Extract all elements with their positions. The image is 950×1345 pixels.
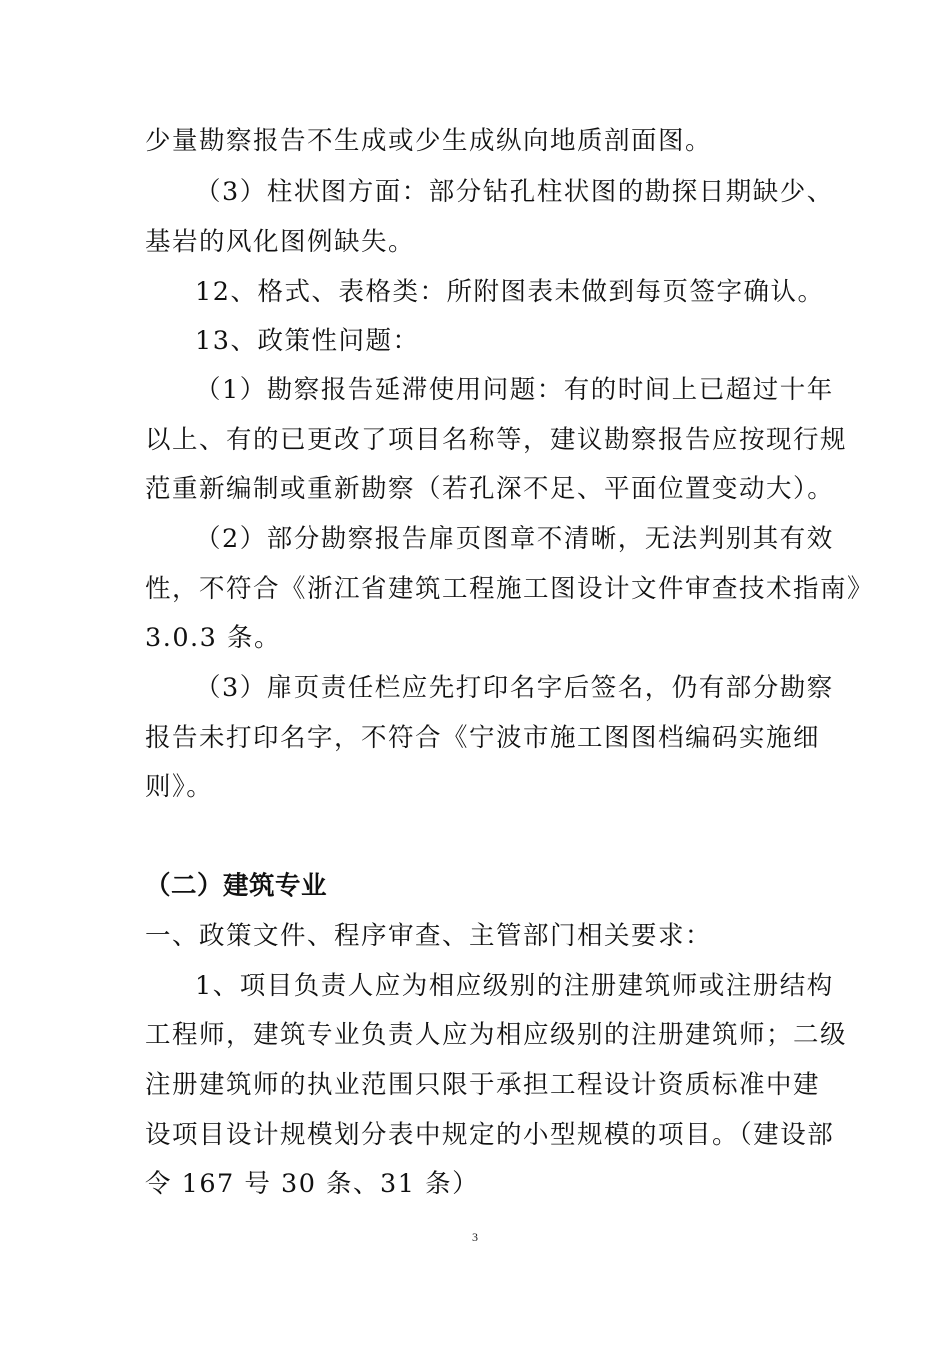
text-line: 则》。 xyxy=(145,772,214,802)
section-heading: （二）建筑专业 xyxy=(145,871,328,901)
text-line: （3）扉页责任栏应先打印名字后签名，仍有部分勘察 xyxy=(195,673,834,703)
text-line: 令 167 号 30 条、31 条） xyxy=(145,1169,480,1199)
text-line: 3.0.3 条。 xyxy=(145,623,281,653)
text-line: 注册建筑师的执业范围只限于承担工程设计资质标准中建 xyxy=(145,1070,821,1100)
text-line: 设项目设计规模划分表中规定的小型规模的项目。（建设部 xyxy=(145,1120,835,1150)
text-line: （2）部分勘察报告扉页图章不清晰，无法判别其有效 xyxy=(195,524,834,554)
text-line: 范重新编制或重新勘察（若孔深不足、平面位置变动大）。 xyxy=(145,474,835,504)
text-line: 少量勘察报告不生成或少生成纵向地质剖面图。 xyxy=(145,126,713,156)
text-line: 工程师，建筑专业负责人应为相应级别的注册建筑师；二级 xyxy=(145,1020,848,1050)
text-line: 12、格式、表格类：所附图表未做到每页签字确认。 xyxy=(195,277,825,307)
text-line: 1、项目负责人应为相应级别的注册建筑师或注册结构 xyxy=(195,971,834,1001)
subsection-heading: 一、政策文件、程序审查、主管部门相关要求： xyxy=(145,921,713,951)
text-line: （1）勘察报告延滞使用问题：有的时间上已超过十年 xyxy=(195,375,834,405)
text-line: （3）柱状图方面：部分钻孔柱状图的勘探日期缺少、 xyxy=(195,177,834,207)
text-line: 以上、有的已更改了项目名称等，建议勘察报告应按现行规 xyxy=(145,425,848,455)
text-line: 性，不符合《浙江省建筑工程施工图设计文件审查技术指南》 xyxy=(145,574,875,604)
text-line: 报告未打印名字，不符合《宁波市施工图图档编码实施细 xyxy=(145,723,821,753)
text-line: 基岩的风化图例缺失。 xyxy=(145,227,416,257)
text-line: 13、政策性问题： xyxy=(195,326,420,356)
page-number: 3 xyxy=(472,1230,478,1244)
